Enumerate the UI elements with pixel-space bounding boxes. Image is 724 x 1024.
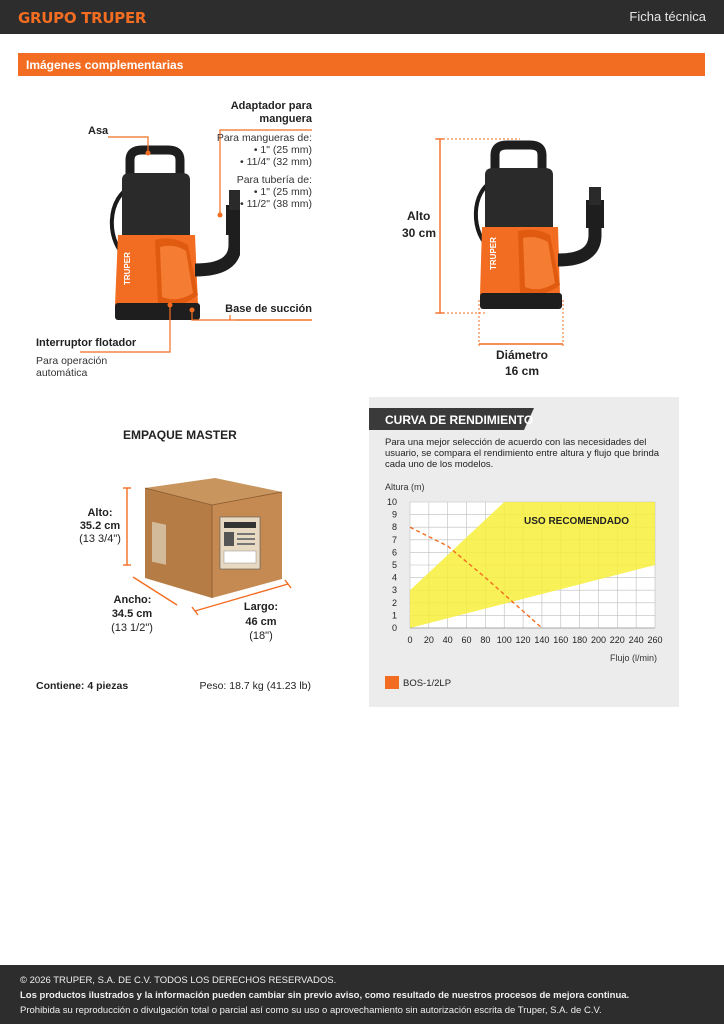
y-tick-label: 5 [391, 560, 397, 570]
pump-brand-text: TRUPER [123, 252, 132, 285]
zone-label: USO RECOMENDADO [524, 516, 630, 527]
pack-weight: Peso: 18.7 kg (41.23 lb) [199, 680, 311, 692]
section-header [18, 53, 705, 76]
y-tick-label: 2 [391, 597, 397, 608]
brand-logo: GRUPO TRUPER [18, 9, 147, 27]
y-tick-label: 4 [391, 572, 397, 583]
pack-width-in: (13 1/2") [111, 622, 153, 634]
performance-chart-panel [369, 397, 679, 707]
y-tick-label: 10 [386, 497, 397, 507]
page-header [0, 0, 724, 34]
diameter-label: Diámetro [495, 348, 548, 362]
pack-length-in: (18") [249, 630, 273, 642]
document-type: Ficha técnica [629, 9, 706, 24]
footer-copyright: © 2026 TRUPER, S.A. DE C.V. TODOS LOS DERECHOS RESERVADOS. [20, 975, 337, 986]
section-title: Imágenes complementarias [26, 58, 184, 72]
pack-height-cm: 35.2 cm [79, 520, 121, 532]
x-tick-label: 60 [461, 635, 472, 645]
float-switch-desc-2: automática [36, 367, 88, 379]
y-tick-label: 8 [391, 522, 397, 533]
y-tick-label: 9 [391, 509, 397, 520]
y-tick-label: 3 [391, 585, 397, 596]
y-tick-label: 7 [391, 534, 397, 545]
chart-description: Para una mejor selección de acuerdo con las necesidades del usuario, se compara el rendimiento entre altura y flujo que brinda cada uno de los modelos. [385, 437, 660, 470]
handle-callout: Asa [88, 125, 109, 137]
x-tick-label: 20 [423, 635, 434, 645]
x-tick-label: 160 [553, 635, 569, 645]
legend-label: BOS-1/2LP [403, 678, 452, 689]
x-tick-label: 80 [480, 635, 491, 645]
footer-notice: Los productos ilustrados y la información pueden cambiar sin previo aviso, como resultado de nuestros procesos de mejora continua. [20, 990, 630, 1001]
adapter-hose-label: Para mangueras de: [216, 132, 312, 144]
pack-contents-text: Contiene: 4 piezas [36, 680, 129, 692]
pack-height-in: (13 3/4") [79, 533, 121, 545]
adapter-hose-size-2: • 11/4" (32 mm) [240, 156, 312, 168]
master-pack-title: EMPAQUE MASTER [123, 428, 237, 442]
y-tick-label: 1 [391, 610, 397, 621]
pack-width-label: Ancho: [113, 594, 152, 606]
height-value: 30 cm [402, 226, 437, 240]
diameter-value: 16 cm [504, 364, 540, 378]
y-axis-label: Altura (m) [385, 482, 425, 492]
pack-width-cm: 34.5 cm [111, 608, 153, 620]
footer-prohibition: Prohibida su reproducción o divulgación total o parcial así como su uso o aprovechamiento sin autorización escrita de Truper, S.A. de C.V. [20, 1005, 602, 1016]
x-tick-label: 100 [496, 635, 512, 645]
adapter-callout-title: Adaptador para manguera [230, 100, 312, 125]
x-tick-label: 200 [590, 635, 606, 645]
legend-swatch [385, 676, 399, 689]
x-tick-label: 240 [628, 635, 644, 645]
y-tick-label: 0 [391, 623, 397, 633]
x-tick-label: 140 [534, 635, 550, 645]
chart-title: CURVA DE RENDIMIENTO [385, 413, 534, 427]
float-switch-callout: Interruptor flotador [36, 337, 137, 349]
x-tick-label: 0 [407, 635, 413, 645]
pack-height-label: Alto: [87, 507, 113, 519]
dimension-lines [430, 130, 580, 350]
page-footer [0, 965, 724, 1024]
pack-length-label: Largo: [243, 601, 279, 613]
suction-base-callout: Base de succión [225, 303, 312, 315]
adapter-pipe-size-1: • 1" (25 mm) [253, 186, 312, 198]
adapter-pipe-size-2: • 11/2" (38 mm) [240, 198, 312, 210]
x-axis-label: Flujo (l/min) [609, 653, 657, 663]
x-tick-label: 180 [572, 635, 588, 645]
x-tick-label: 40 [442, 635, 453, 645]
adapter-pipe-label: Para tubería de: [236, 174, 312, 186]
pack-length-cm: 46 cm [245, 616, 277, 628]
x-tick-label: 260 [647, 635, 663, 645]
pump-brand-text-2: TRUPER [489, 237, 498, 270]
x-tick-label: 120 [515, 635, 531, 645]
float-switch-desc-1: Para operación [36, 355, 108, 367]
performance-chart [369, 477, 679, 707]
height-label: Alto [407, 209, 431, 223]
y-tick-label: 6 [391, 547, 397, 558]
pack-contents [36, 680, 128, 692]
x-tick-label: 220 [609, 635, 625, 645]
adapter-hose-size-1: • 1" (25 mm) [253, 144, 312, 156]
